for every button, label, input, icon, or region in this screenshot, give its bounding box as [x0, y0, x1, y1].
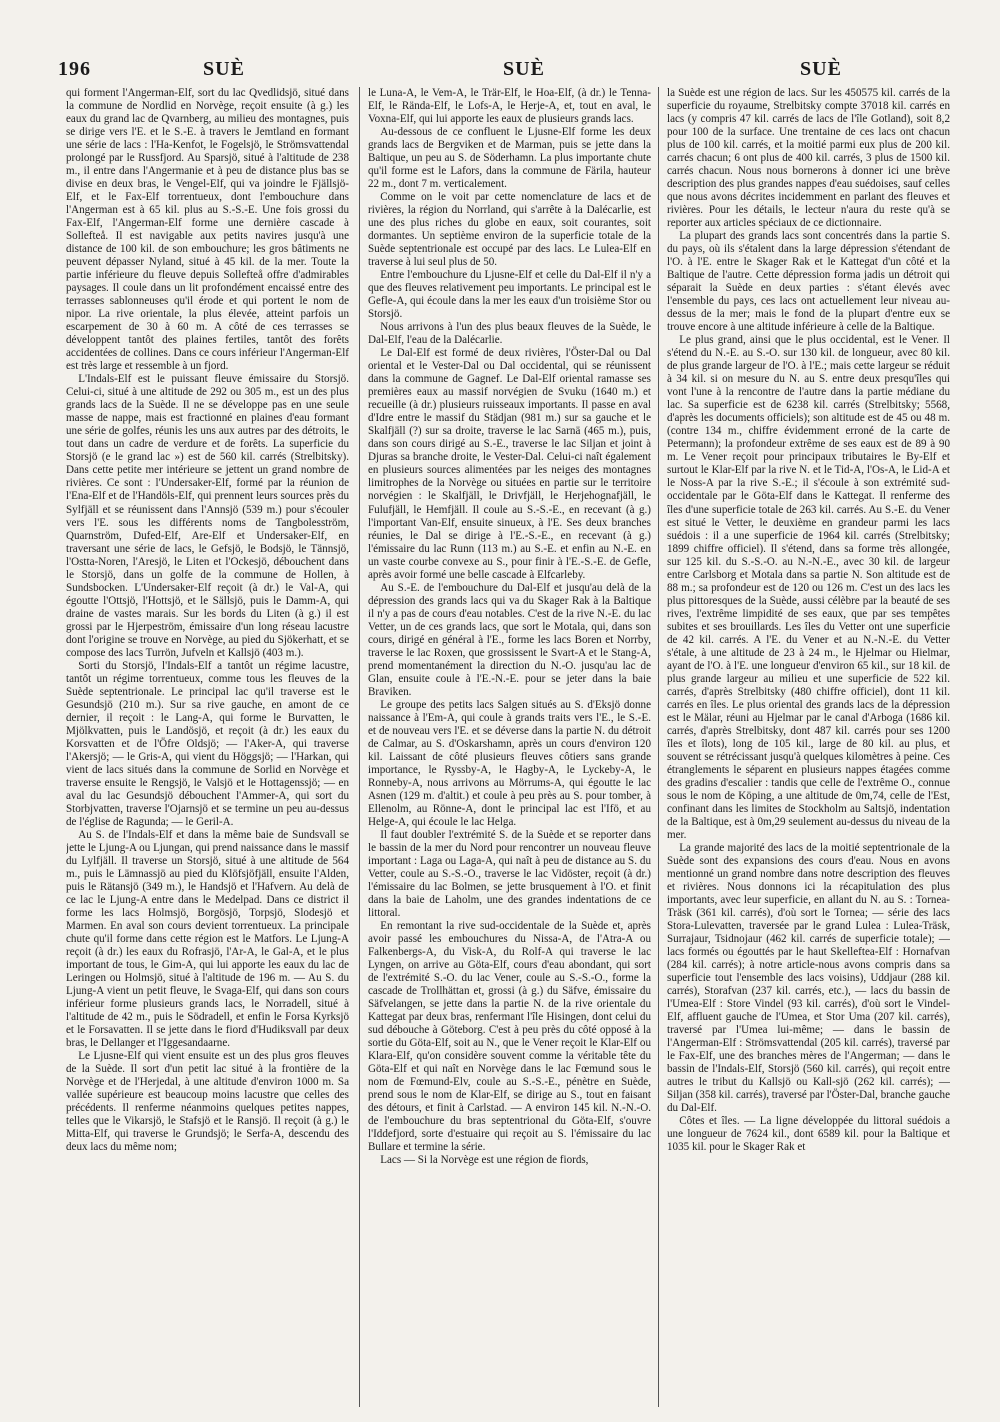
paragraph: Le Ljusne-Elf qui vient ensuite est un des plus gros fleuves de la Suède. Il sort d'un petit lac situé à la frontière de la Norvège et de l'Herjedal, à une altitude d'environ 1000 m. Sa vallée supérieure est beaucoup moins lacustre que celles des précédents. Il renferme néanmoins quelques petites nappes, telles que le Vikarsjö, le Stafsjö et le Ransjö. Il reçoit (à g.) le Mitta-Elf, qui traverse le Grundsjö; le Serfa-A, descendu des deux lacs du même nom;	[66, 1050, 349, 1154]
paragraph: Il faut doubler l'extrémité S. de la Suède et se reporter dans le bassin de la mer du Nord pour rencontrer un nouveau fleuve important : Laga ou Laga-A, qui naît à peu de distance au S. du Vetter, coule au S.-S.-O., traverse le lac Vidöster, reçoit (à dr.) l'émissaire du lac Bolmen, se jette brusquement à l'O. et finit dans la baie de Laholm, une des grandes indentations de ce littoral.	[368, 828, 651, 919]
page-header	[58, 58, 944, 86]
column-rule	[658, 87, 659, 1407]
paragraph: La plupart des grands lacs sont concentrés dans la partie S. du pays, où ils s'étalent dans la large dépression s'étendant de l'O. à l'E. entre le Skager Rak et le Kattegat d'un côté et la Baltique de l'autre. Cette dépression forma jadis un détroit qui séparait la Suède en deux parties : s'étant élevés avec l'ensemble du pays, ces lacs ont actuellement leur niveau au-dessus de la mer; mais le fond de la plupart d'entre eux se trouve encore à une altitude inférieure à celle de la Baltique.	[667, 230, 950, 334]
paragraph: Au-dessous de ce confluent le Ljusne-Elf forme les deux grands lacs de Bergviken et de Marman, puis se jette dans la Baltique, un peu au S. de Söderhamn. La plus importante chute qu'il forme est le Lafors, dans la commune de Färila, hauteur 22 m., dont 7 m. verticalement.	[368, 126, 651, 191]
paragraph: L'Indals-Elf est le puissant fleuve émissaire du Storsjö. Celui-ci, situé à une altitude de 292 ou 305 m., est un des plus grands lacs de la Suède. Il ne se développe pas en une seule masse de nappe, mais est fractionné en plaines d'eau formant une série de golfes, réunis les uns aux autres par des détroits, le tout dans un cadre de verdure et de forêts. La superficie du Storsjö (e le grand lac ») est de 560 kil. carrés (Strelbitsky). Dans cette petite mer intérieure se jettent un grand nombre de rivières. Ce sont : l'Undersaker-Elf, formé par la réunion de l'Ena-Elf et de l'Handöls-Elf, qui prennent leurs sources près du Sylfjäll et se réunissent dans l'Annsjö (539 m.) pour s'écouler vers l'E. sous les différents noms de Tangbolesström, Quarnström, Dufed-Elf, Are-Elf et Undersaker-Elf, en traversant une série de lacs, le Gefsjö, le Bodsjö, le Tännsjö, l'Ostta-Noren, l'Aresjö, le Liten et l'Ockesjö, débouchent dans le Storsjö, dans un golfe de la commune de Hollen, à Sundsbocken. L'Undersaker-Elf reçoit (à dr.) le Val-A, qui égoutte l'Ottsjö, l'Hottsjö, et le Sällsjö, puis le Damm-A, qui draine de vastes marais. Sur les bords du Liten (à g.) il est grossi par le Hjerpeström, émissaire d'un long réseau lacustre dont l'origine se trouve en Norvège, au pied du Sjökerhatt, et se compose des lacs Turrön, Jufveln et Kallsjö (403 m.).	[66, 373, 349, 659]
paragraph: Comme on le voit par cette nomenclature de lacs et de rivières, la région du Norrland, qui s'arrête à la Dalécarlie, est une des plus riches du globe en eaux, soit courantes, soit dormantes. Un septième environ de la superficie totale de la Suède septentrionale est occupé par des lacs. Le Lulea-Elf en traverse à lui seul plus de 50.	[368, 191, 651, 269]
paragraph: qui forment l'Angerman-Elf, sort du lac Qvedlidsjö, situé dans la commune de Nordlid en Norvège, reçoit ensuite (à g.) les eaux du grand lac de Qvarnberg, au milieu des montagnes, puis se dirige vers l'E. et le S.-E. à travers le Jemtland en formant une série de lacs : l'Ha-Kenfot, le Fogelsjö, le Strömsvattendal prolongé par le Russfjord. Au Sparsjö, situé à l'altitude de 238 m., il entre dans l'Angermanie et à peu de distance plus bas se divise en deux bras, le Vengel-Elf, qui va joindre le Fjällsjö-Elf, et le Fax-Elf torrentueux, dont l'embouchure dans l'Angerman est à 65 kil. plus au S.-S.-E. Une fois grossi du Fax-Elf, l'Angerman-Elf forme une dernière cascade à Sollefteå. Il est navigable aux petits navires jusqu'à une distance de 100 kil. de son embouchure; les gros bâtiments ne peuvent dépasser Nyland, situé à 45 kil. de la mer. Toute la partie inférieure du fleuve depuis Sollefteå offre d'admirables paysages. Il coule dans un lit profondément encaissé entre des terrasses sablonneuses qu'il érode et qui portent le nom de nipor. La rive orientale, la plus élevée, atteint parfois un escarpement de 30 à 60 m. A côté de ces terrasses se développent tantôt des plaines fertiles, tantôt des forêts accidentées de collines. Dans ce cours inférieur l'Angerman-Elf est très large et ressemble à un fjord.	[66, 87, 349, 373]
paragraph: Entre l'embouchure du Ljusne-Elf et celle du Dal-Elf il n'y a que des fleuves relativement peu importants. Le principal est le Gefle-A, qui écoule dans la mer les eaux d'un troisième Stor ou Storsjö.	[368, 269, 651, 321]
running-head-center: SUÈ	[503, 58, 545, 80]
paragraph: le Luna-A, le Vem-A, le Trär-Elf, le Hoa-Elf, (à dr.) le Tenna-Elf, le Rända-Elf, le Lofs-A, le Herje-A, et, tout en aval, le Voxna-Elf, qui lui apporte les eaux de plusieurs grands lacs.	[368, 87, 651, 126]
paragraph: La grande majorité des lacs de la moitié septentrionale de la Suède sont des expansions des cours d'eau. Nous en avons mentionné un grand nombre dans notre description des fleuves et rivières. Nous donnons ici la récapitulation des plus importants, avec leur superficie, en allant du N. au S. : Tornea-Träsk (361 kil. carrés), d'où sort le Tornea; — série des lacs Stora-Lulevatten, traversée par le grand Lulea : Lulea-Träsk, Surrajaur, Tsidnojaur (462 kil. carrés de superficie totale); — lacs formés ou égouttés par le haut Skelleftea-Elf : Hornafvan (284 kil. carrés); à notre article-nous avons compris dans sa superficie tout l'ensemble des lacs voisins), Uddjaur (288 kil. carrés), Storafvan (237 kil. carrés, etc.), — lacs du bassin de l'Umea-Elf : Store Vindel (93 kil. carrés), d'où sort le Vindel-Elf, affluent gauche de l'Umea, et Stor Uma (207 kil. carrés), traversé par l'Umea lui-même; — dans le bassin de l'Angerman-Elf : Strömsvattendal (205 kil. carrés), traversé par le Fax-Elf, une des branches mères de l'Angerman; — dans le bassin de l'Indals-Elf, Storsjö (560 kil. carrés), qui reçoit entre autres le tribut du Kallsjö ou Kall-sjö (262 kil. carrés); — Siljan (358 kil. carrés), traversé par l'Öster-Dal, branche gauche du Dal-Elf.	[667, 841, 950, 1115]
paragraph: la Suède est une région de lacs. Sur les 450575 kil. carrés de la superficie du royaume, Strelbitsky compte 37018 kil. carrés en lacs (y compris 47 kil. carrés de lacs de l'île Gotland), soit 8,2 pour 100 de la surface. Une trentaine de ces lacs ont chacun plus de 100 kil. carrés, et la moitié parmi eux plus de 200 kil. carrés chacun; 6 ont plus de 400 kil. carrés, 3 plus de 1500 kil. carrés chacun. Nous nous bornerons à donner ici une brève description des plus grandes nappes d'eau suédoises, sauf celles que nous avons décrites incidemment en parlant des fleuves et rivières. Pour les détails, le lecteur n'aura du reste qu'à se reporter aux articles spéciaux de ce dictionnaire.	[667, 87, 950, 230]
paragraph: Côtes et îles. — La ligne développée du littoral suédois a une longueur de 7624 kil., dont 6589 kil. pour la Baltique et 1035 kil. pour le Skager Rak et	[667, 1115, 950, 1154]
column-rule	[359, 87, 360, 1407]
paragraph: Au S. de l'Indals-Elf et dans la même baie de Sundsvall se jette le Ljung-A ou Ljungan, qui prend naissance dans le massif du Lylfjäll. Il traverse un Storsjö, situé à une altitude de 564 m., puis le Lämnassjö au pied du Klöfsjöfjäll, ensuite l'Alden, puis le Rätansjö (349 m.), le Handsjö et l'Hafvern. Au delà de ce lac le Ljung-A entre dans le Medelpad. Dans ce district il forme les lacs Holmsjö, Borgösjö, Torpsjö, Slodesjö et Marmen. En aval son cours devient torrentueux. La principale chute qu'il forme dans cette région est le Matfors. Le Ljung-A reçoit (à dr.) les eaux du Rofrasjö, l'Ar-A, le Gal-A, et le plus important de tous, le Gim-A, qui lui apporte les eaux du lac de Leringen ou Holmsjö, situé à l'altitude de 196 m. — Au S. du Ljung-A vient un petit fleuve, le Svaga-Elf, qui dans son cours inférieur forme plusieurs grands lacs, le Norradell, situé à l'altitude de 42 m., puis le Södradell, et enfin le Forsa Kyrksjö et le Forsavatten. Il se jette dans le fiord d'Hudiksvall par deux bras, le Dellanger et l'Iggesandaarne.	[66, 828, 349, 1050]
running-head-right: SUÈ	[800, 58, 842, 80]
paragraph: En remontant la rive sud-occidentale de la Suède et, après avoir passé les embouchures du Nissa-A, de l'Atra-A ou Falkenbergs-A, du Visk-A, du Rolf-A qui traverse le lac Lyngen, on arrive au Göta-Elf, cours d'eau abondant, qui sort de l'extrémité S.-O. du lac Vener, coule au S.-S.-O., forme la cascade de Trollhättan et, grossi (à g.) du Säfve, émissaire du Säfvelangen, se jette dans la partie N. de la rive orientale du Kattegat par deux bras, renfermant l'île Hisingen, dont celui du sud débouche à Göteborg. C'est à peu près du côté opposé à la sortie du Göta-Elf, soit au N., que le Vener reçoit le Klar-Elf ou Klara-Elf, qu'on considère souvent comme la véritable tête du Göta-Elf et qui naît en Norvège dans le lac Fœmund sous le nom de Fœmund-Elv, coule au S.-S.-E., pénètre en Suède, prend sous le nom de Klar-Elf, se dirige au S., tout en faisant des détours, et finit à Carlstad. — A environ 145 kil. N.-N.-O. de l'embouchure du bras septentrional du Göta-Elf, s'ouvre l'Iddefjord, sorte d'estuaire qui reçoit au S. l'émissaire du lac Bullare et termine la série.	[368, 920, 651, 1154]
paragraph: Le plus grand, ainsi que le plus occidental, est le Vener. Il s'étend du N.-E. au S.-O. sur 130 kil. de longueur, avec 80 kil. de plus grande largeur de l'O. à l'E.; mais cette largeur se réduit à 34 kil. si on mesure du N. au S. entre deux presqu'îles qui vont l'une à la rencontre de l'autre dans la partie médiane du lac. Sa superficie est de 6238 kil. carrés (Strelbitsky; 5568, d'après les documents officiels); son altitude est de 45 ou 48 m. (contre 134 m., chiffre évidemment erroné de la carte de Petermann); la profondeur extrême de ses eaux est de 89 à 90 m. Le Vener reçoit pour principaux tributaires le By-Elf et surtout le Klar-Elf par la rive N. et le Tid-A, l'Os-A, le Lid-A et le Noss-A par la rive S.-E.; il s'écoule à son extrémité sud-occidentale par le Göta-Elf dans le Kattegat. Il renferme des îles d'une superficie totale de 263 kil. carrés. Au S.-E. du Vener est situé le Vetter, le deuxième en grandeur parmi les lacs suédois : il a une superficie de 1964 kil. carrés (Strelbitsky; 1899 chiffre officiel). Il s'étend, dans sa forme très allongée, sur 125 kil. du S.-S.-O. au N.-N.-E., avec 30 kil. de largeur entre Carlsborg et Motala dans sa partie N. Son altitude est de 88 m.; sa profondeur est de 120 ou 126 m. C'est un des lacs les plus pittoresques de la Suède, aussi célèbre par la beauté de ses rives, l'extrême limpidité de ses eaux, que par ses tempêtes subites et ses brouillards. Les îles du Vetter ont une superficie de 42 kil. carrés. A l'E. du Vener et au N.-N.-E. du Vetter s'étale, à une altitude de 23 à 24 m., le Hjelmar ou Hielmar, ayant de l'O. à l'E. une longueur d'environ 65 kil., sur 18 kil. de plus grande largeur au milieu et une superficie de 522 kil. carrés, d'après Strelbitsky (480 chiffre officiel), dont 11 kil. carrés en îles. Le plus oriental des grands lacs de la dépression est le Mälar, réuni au Hjelmar par le canal d'Arboga (1686 kil. carrés, d'après Strelbitsky, dont 487 kil. carrés pour ses 1200 îles et îlots), long de 105 kil., large de 80 kil. au plus, et souvent se rétrécissant jusqu'à quelques kilomètres à peine. Ces étranglements le séparent en plusieurs nappes étagées comme des gradins d'escalier : tandis que celle de l'extrême O., connue sous le nom de Köping, a une altitude de 0m,74, celle de l'Est, confinant dans les limites de Stockholm au Saltsjö, indentation de la Baltique, est à 0m,29 seulement au-dessus du niveau de la mer.	[667, 334, 950, 841]
page-number: 196	[58, 58, 91, 80]
text-column-1	[66, 87, 349, 1409]
text-columns	[66, 87, 948, 1409]
paragraph: Le Dal-Elf est formé de deux rivières, l'Öster-Dal ou Dal oriental et le Vester-Dal ou Dal occidental, qui se réunissent dans la commune de Gagnef. Le Dal-Elf oriental ramasse ses premières eaux au massif norvégien de Svuku (1640 m.) et recueille (à dr.) plusieurs ruisseaux importants. Il passe en aval d'Idre entre le massif du Städjan (981 m.) sur sa gauche et le Skalfjäll (?) sur sa droite, traverse le lac Sarnä (465 m.), puis, dans son cours dirigé au S.-E., traverse le lac Siljan et joint à Djuras sa branche droite, le Vester-Dal. Celui-ci naît également en plusieurs sources alimentées par les neiges des montagnes limitrophes de la Norvège ou situées en partie sur le territoire norvégien : le Skalfjäll, le Drivfjäll, le Herjehognafjäll, le Fulufjäll, le Hemfjäll. Il coule au S.-S.-E., en recevant (à g.) l'important Van-Elf, ensuite sinueux, à l'E. Ses deux branches réunies, le Dal se dirige à l'E.-S.-E., en recevant (à g.) l'émissaire du lac Runn (113 m.) au S.-E. et enfin au N.-E. en un vaste courbe convexe au S., pour finir à l'E.-S.-E. de Gefle, après avoir formé une belle cascade à Elfcarleby.	[368, 347, 651, 581]
running-head-left: SUÈ	[203, 58, 245, 80]
paragraph: Le groupe des petits lacs Salgen situés au S. d'Eksjö donne naissance à l'Em-A, qui coule à grands traits vers l'E., le S.-E. et de nouveau vers l'E. et se déverse dans la partie N. du détroit de Calmar, au S. d'Oskarshamn, après un cours d'environ 120 kil. Laissant de côté plusieurs fleuves côtiers sans grande importance, le Ryssby-A, le Hagby-A, le Lyckeby-A, le Ronneby-A, nous arrivons au Mörrums-A, qui égoutte le lac Asnen (129 m. d'altit.) et coule à peu près au S. pour tomber, à Ellenolm, au Rönne-A, dont le principal lac est l'Ifö, et au Helge-A, qui écoule le lac Helga.	[368, 698, 651, 828]
paragraph: Au S.-E. de l'embouchure du Dal-Elf et jusqu'au delà de la dépression des grands lacs qui va du Skager Rak à la Baltique il n'y a pas de cours d'eau notables. C'est de la rive N.-E. du lac Vetter, un de ces grands lacs, que sort le Motala, qui, dans son cours, dirigé en général à l'E., forme les lacs Boren et Norrby, traverse le lac Roxen, que grossissent le Svart-A et le Stang-A, prend momentanément la direction du N.-O. jusqu'au lac de Glan, ensuite coule à l'E.-N.-E. pour se jeter dans la baie Braviken.	[368, 581, 651, 698]
paragraph: Nous arrivons à l'un des plus beaux fleuves de la Suède, le Dal-Elf, l'eau de la Dalécarlie.	[368, 321, 651, 347]
text-column-2	[368, 87, 651, 1409]
paragraph: Lacs — Si la Norvège est une région de fiords,	[380, 1154, 589, 1167]
text-column-3	[667, 87, 950, 1409]
paragraph: Sorti du Storsjö, l'Indals-Elf a tantôt un régime lacustre, tantôt un régime torrentueux, comme tous les fleuves de la Suède septentrionale. Le principal lac qu'il traverse est le Gesundsjö (210 m.). Sur sa rive gauche, en amont de ce dernier, il reçoit : le Lang-A, qui forme le Burvatten, le Mjölkvatten, puis le Landösjö, et reçoit (à dr.) les eaux du Korsvatten et de l'Öfre Oldsjö; — l'Aker-A, qui traverse l'Akersjö; — le Gris-A, qui vient du Höggsjö; — l'Harkan, qui vient de lacs situés dans la commune de Sorlid en Norvège et traverse ensuite le Rengsjö, le Valsjö et le Hottagenssjö; — en aval du lac Gesundsjö débouchent l'Ammer-A, qui sort du Storbjvatten, traverse l'Ojarnsjö et se termine un peu au-dessus de l'église de Ragunda; — le Geril-A.	[66, 659, 349, 828]
